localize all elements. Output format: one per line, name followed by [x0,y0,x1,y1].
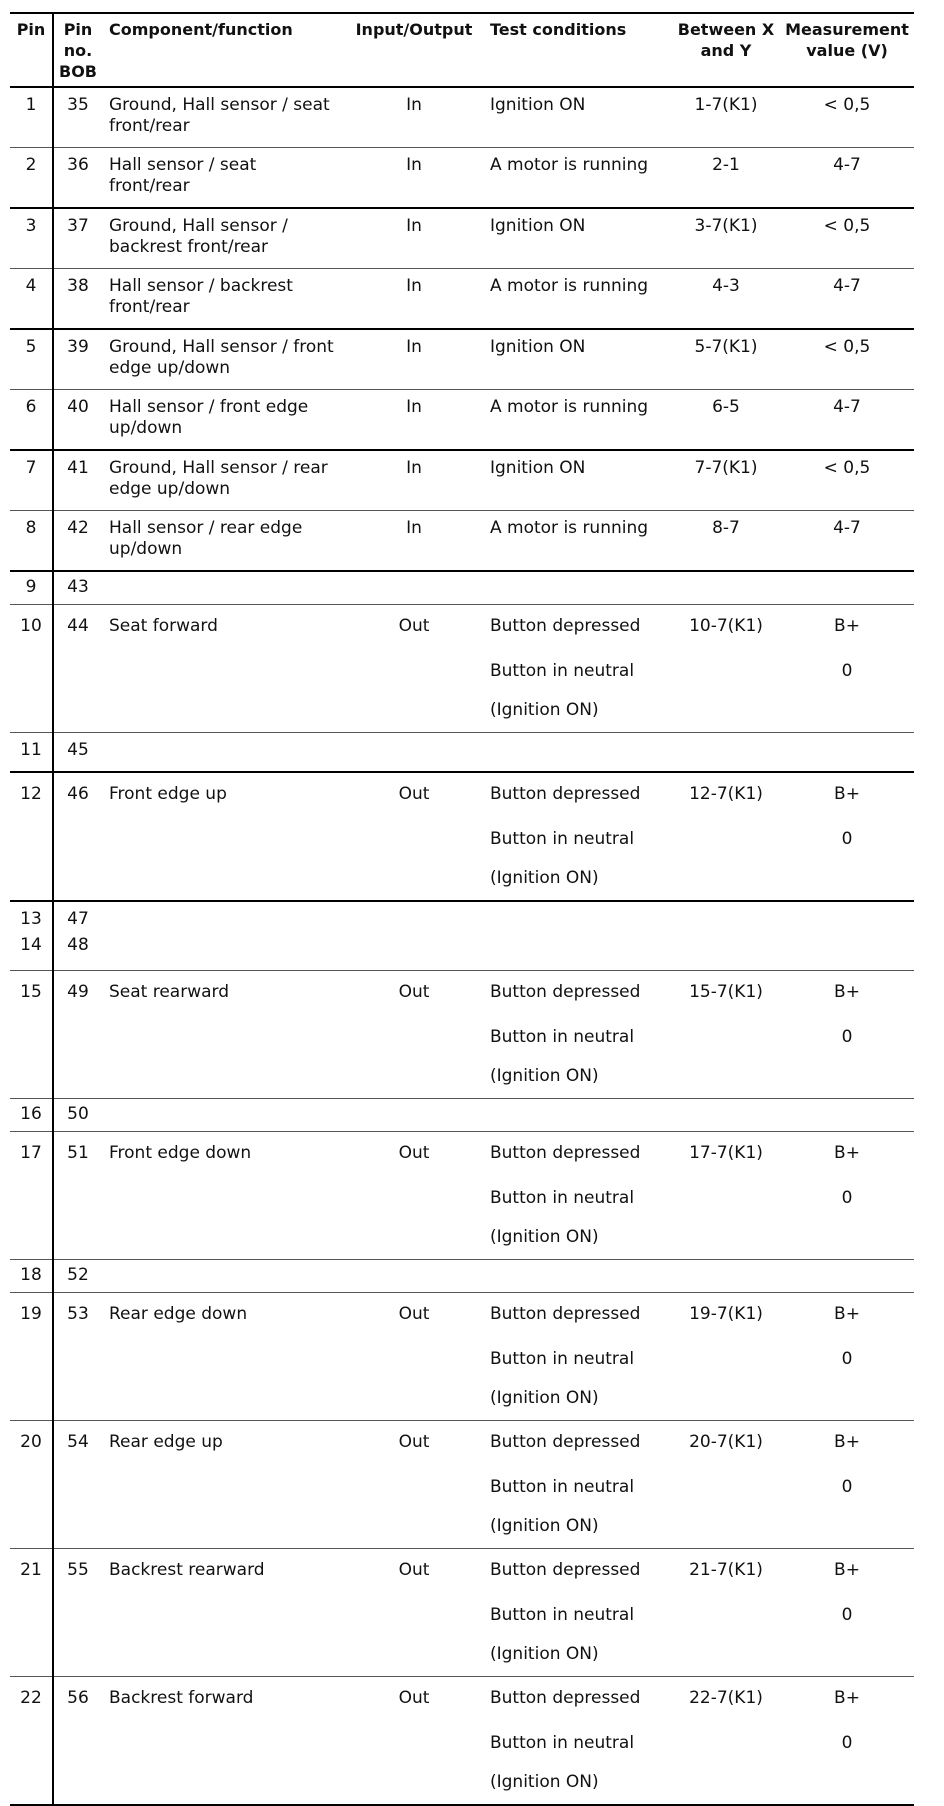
cell-value: < 0,5 [780,450,914,511]
cell-component: Hall sensor / seat front/rear [102,148,344,209]
cell-component: Hall sensor / front edge up/down [102,390,344,451]
cell-pin: 19 [10,1293,53,1339]
cell-test: Button depressed [490,784,641,804]
cell-xy: 10-7(K1) [689,616,763,636]
cell-value: B+ [834,1560,860,1580]
cell-bob: 46 [67,784,89,804]
cell-pin: 15 [10,971,53,1017]
cell-bob: 49 [67,982,89,1002]
row-group-pin-19 [10,1293,914,1421]
cell-component: Ground, Hall sensor / seat front/rear [102,87,344,148]
cell-test: A motor is running [484,511,672,572]
cell-component: Seat forward [109,616,218,636]
cell-test: Button depressed [490,1143,641,1163]
cell-io: In [344,450,484,511]
cell-value: 0 [841,1188,853,1208]
table-row [10,450,914,511]
cell-component: Backrest rearward [109,1560,265,1580]
row-group-pin-3 [10,208,914,269]
cell-component: Front edge down [109,1143,252,1163]
cell-value: < 0,5 [780,329,914,390]
table-row [10,733,914,773]
cell-value: 0 [841,1605,853,1625]
cell-value: 0 [841,661,853,681]
cell-test: (Ignition ON) [484,1061,672,1099]
cell-io: Out [398,616,430,636]
cell-xy: 17-7(K1) [689,1143,763,1163]
table-row [10,971,914,1017]
table-row [10,87,914,148]
row-group-pin-2 [10,148,914,209]
table-row [10,1594,914,1639]
table-row [10,931,914,971]
cell-xy: 8-7 [672,511,780,572]
cell-bob: 36 [53,148,102,209]
cell-xy: 7-7(K1) [672,450,780,511]
cell-test: Ignition ON [484,208,672,269]
cell-xy: 5-7(K1) [672,329,780,390]
cell-pin: 21 [10,1549,53,1595]
table-row [10,1421,914,1467]
cell-xy: 22-7(K1) [689,1688,763,1708]
pin-assignment-table [10,12,914,1806]
cell-xy: 20-7(K1) [689,1432,763,1452]
table-row [10,1177,914,1222]
cell-test: Ignition ON [484,329,672,390]
cell-bob: 54 [67,1432,89,1452]
row-group-pin-7 [10,450,914,511]
row-group-pin-22 [10,1677,914,1806]
cell-value: 4-7 [780,511,914,572]
cell-bob: 35 [53,87,102,148]
table-row [10,571,914,605]
cell-test: (Ignition ON) [484,1639,672,1677]
table-row [10,772,914,818]
table-row [10,1222,914,1260]
cell-component: Rear edge up [109,1432,223,1452]
row-group-pin-20 [10,1421,914,1549]
header-between-x-and-y: Between X and Y [672,13,780,87]
cell-test: Button depressed [490,1304,641,1324]
cell-pin: 18 [10,1260,53,1293]
row-group-pin-21 [10,1549,914,1677]
row-group-pin-15 [10,971,914,1099]
cell-value: B+ [834,616,860,636]
row-group-pin-10 [10,605,914,733]
table-row [10,1466,914,1511]
cell-component: Ground, Hall sensor / front edge up/down [102,329,344,390]
table-row [10,863,914,901]
table-row [10,148,914,209]
row-group-pin-1 [10,87,914,148]
table-row [10,650,914,695]
cell-test: Button in neutral [490,1733,635,1753]
cell-value: 0 [841,1349,853,1369]
row-group-pin-5 [10,329,914,390]
cell-pin: 1 [10,87,53,148]
cell-value: < 0,5 [780,208,914,269]
cell-value: 0 [841,1027,853,1047]
table-row [10,1132,914,1178]
cell-pin: 8 [10,511,53,572]
cell-pin: 14 [10,931,53,971]
cell-test: Button in neutral [490,1477,635,1497]
cell-component: Backrest forward [109,1688,254,1708]
cell-io: In [344,148,484,209]
cell-xy: 6-5 [672,390,780,451]
cell-io: Out [398,1143,430,1163]
cell-pin: 3 [10,208,53,269]
cell-xy: 4-3 [672,269,780,330]
table-row [10,1260,914,1293]
cell-value: 4-7 [780,390,914,451]
table-row [10,390,914,451]
table-row [10,1383,914,1421]
header-test-conditions: Test conditions [484,13,672,87]
cell-test: (Ignition ON) [484,695,672,733]
table-row [10,511,914,572]
table-row [10,818,914,863]
table-row [10,1722,914,1767]
table-row [10,1061,914,1099]
cell-test: (Ignition ON) [484,1767,672,1805]
table-row [10,1677,914,1723]
cell-io: In [344,208,484,269]
cell-xy: 3-7(K1) [672,208,780,269]
table-row [10,208,914,269]
cell-test: Button depressed [490,1432,641,1452]
cell-test: Button in neutral [490,661,635,681]
cell-value: B+ [834,1688,860,1708]
cell-bob: 51 [67,1143,89,1163]
cell-xy: 21-7(K1) [689,1560,763,1580]
cell-io: Out [398,1304,430,1324]
cell-component: Rear edge down [109,1304,248,1324]
cell-pin: 5 [10,329,53,390]
cell-xy: 19-7(K1) [689,1304,763,1324]
row-group-pin-16 [10,1099,914,1132]
cell-pin: 17 [10,1132,53,1178]
table-row [10,1293,914,1339]
cell-test: (Ignition ON) [484,1383,672,1421]
table-row [10,901,914,931]
cell-value: 0 [841,1733,853,1753]
cell-test: A motor is running [484,390,672,451]
cell-test: A motor is running [484,148,672,209]
cell-xy: 1-7(K1) [672,87,780,148]
cell-test: Button in neutral [490,1605,635,1625]
row-group-pin-11 [10,733,914,773]
cell-value: B+ [834,784,860,804]
header-pin-no-bob: Pin no. BOB [53,13,102,87]
cell-value: B+ [834,1432,860,1452]
cell-test: Ignition ON [484,450,672,511]
cell-test: Button in neutral [490,1188,635,1208]
cell-pin: 20 [10,1421,53,1467]
cell-test: (Ignition ON) [484,1222,672,1260]
cell-pin: 22 [10,1677,53,1723]
header-component-function: Component/function [102,13,344,87]
cell-io: Out [398,1688,430,1708]
table-row [10,1767,914,1805]
table-row [10,1016,914,1061]
cell-component: Ground, Hall sensor / backrest front/rear [102,208,344,269]
cell-pin: 12 [10,772,53,818]
cell-value: 4-7 [780,148,914,209]
cell-component: Seat rearward [109,982,230,1002]
cell-xy: 12-7(K1) [689,784,763,804]
row-group-pin-17 [10,1132,914,1260]
cell-component: Hall sensor / backrest front/rear [102,269,344,330]
cell-test: Button in neutral [490,829,635,849]
cell-test: Button depressed [490,982,641,1002]
header-row [10,13,914,87]
cell-xy: 2-1 [672,148,780,209]
table-row [10,1639,914,1677]
cell-xy: 15-7(K1) [689,982,763,1002]
cell-bob: 48 [53,931,102,971]
cell-bob: 41 [53,450,102,511]
cell-io: Out [398,1560,430,1580]
row-group-pin-9 [10,571,914,605]
cell-bob: 56 [67,1688,89,1708]
cell-test: (Ignition ON) [484,1511,672,1549]
cell-pin: 9 [10,571,53,605]
cell-pin: 7 [10,450,53,511]
table-row [10,605,914,651]
cell-bob: 42 [53,511,102,572]
cell-test: Button depressed [490,1688,641,1708]
cell-bob: 53 [67,1304,89,1324]
cell-bob: 44 [67,616,89,636]
cell-io: In [344,269,484,330]
cell-pin: 13 [10,901,53,931]
cell-value: B+ [834,1143,860,1163]
row-group-pin-13-14 [10,901,914,971]
cell-pin: 16 [10,1099,53,1132]
cell-bob: 47 [67,909,89,929]
cell-io: In [344,329,484,390]
cell-io: In [344,390,484,451]
cell-value: B+ [834,982,860,1002]
cell-pin: 4 [10,269,53,330]
table-row [10,1549,914,1595]
cell-io: Out [398,982,430,1002]
cell-bob: 40 [53,390,102,451]
cell-bob: 52 [53,1260,102,1293]
cell-pin: 6 [10,390,53,451]
cell-test: Ignition ON [484,87,672,148]
cell-test: Button depressed [490,616,641,636]
row-group-pin-8 [10,511,914,572]
cell-test: A motor is running [484,269,672,330]
cell-io: Out [398,1432,430,1452]
cell-io: Out [398,784,430,804]
cell-test: Button in neutral [490,1027,635,1047]
cell-value: B+ [834,1304,860,1324]
cell-pin: 11 [10,733,53,773]
header-measurement-value: Measurement value (V) [780,13,914,87]
table-row [10,269,914,330]
cell-bob: 45 [53,733,102,773]
cell-pin: 10 [10,605,53,651]
cell-test: (Ignition ON) [484,863,672,901]
cell-component: Front edge up [109,784,227,804]
cell-bob: 37 [53,208,102,269]
cell-pin: 2 [10,148,53,209]
row-group-pin-18 [10,1260,914,1293]
table-row [10,695,914,733]
cell-component: Ground, Hall sensor / rear edge up/down [102,450,344,511]
row-group-pin-4 [10,269,914,330]
cell-bob: 39 [53,329,102,390]
cell-component: Hall sensor / rear edge up/down [102,511,344,572]
cell-io: In [344,87,484,148]
row-group-pin-6 [10,390,914,451]
header-pin: Pin [10,13,53,87]
cell-io: In [344,511,484,572]
table-row [10,329,914,390]
cell-bob: 38 [53,269,102,330]
table-row [10,1099,914,1132]
row-group-pin-12 [10,772,914,901]
cell-bob: 50 [53,1099,102,1132]
cell-bob: 43 [53,571,102,605]
cell-value: 0 [841,1477,853,1497]
table-row [10,1338,914,1383]
cell-test: Button depressed [490,1560,641,1580]
cell-bob: 55 [67,1560,89,1580]
cell-value: < 0,5 [780,87,914,148]
cell-value: 0 [841,829,853,849]
cell-value: 4-7 [780,269,914,330]
table-row [10,1511,914,1549]
cell-test: Button in neutral [490,1349,635,1369]
header-input-output: Input/Output [344,13,484,87]
